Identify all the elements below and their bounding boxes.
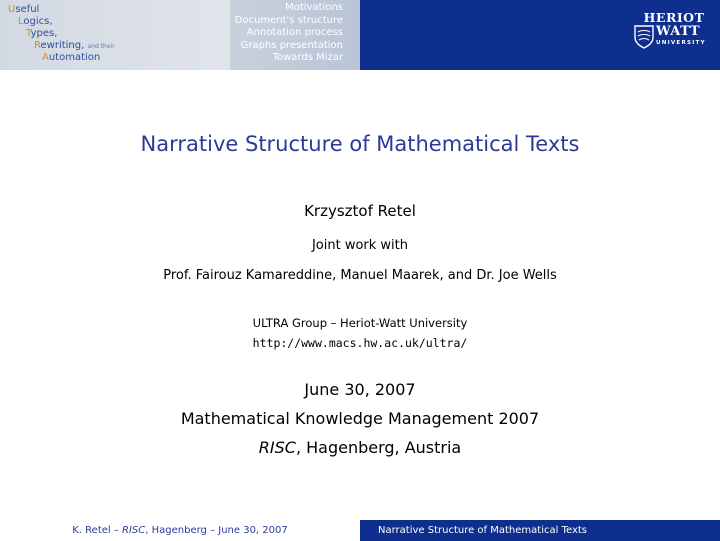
footer-talk-title: Narrative Structure of Mathematical Texts — [360, 520, 720, 541]
crest-icon — [634, 25, 654, 49]
group-url-link[interactable]: http://www.macs.hw.ac.uk/ultra/ — [252, 336, 468, 350]
conference-venue — [0, 438, 720, 457]
nav-item-graphs-presentation[interactable]: Graphs presentation — [240, 39, 343, 51]
header-bar — [0, 0, 720, 70]
heriot-watt-logo — [634, 10, 714, 52]
acronym-line-types: Types, — [26, 28, 58, 39]
affiliation: ULTRA Group – Heriot-Watt University — [252, 316, 468, 330]
nav-item-document-structure[interactable]: Document's structure — [234, 14, 343, 26]
joint-work-label: Joint work with — [311, 238, 409, 253]
coauthors-list: Prof. Fairouz Kamareddine, Manuel Maarek, and Dr. Joe Wells — [163, 268, 557, 283]
logo-text-university: UNIVERSITY — [656, 40, 706, 46]
nav-item-towards-mizar[interactable]: Towards Mizar — [272, 52, 343, 64]
acronym-line-logics: Logics, — [18, 16, 53, 27]
logo-text-watt: WATT — [656, 24, 701, 39]
slide-title: Narrative Structure of Mathematical Texts — [140, 132, 580, 156]
logo-text-heriot: HERIOT — [643, 10, 705, 25]
nav-item-annotation-process[interactable]: Annotation process — [246, 27, 343, 39]
acronym-line-rewriting: Rewriting, and their — [34, 40, 115, 51]
conference-name: Mathematical Knowledge Management 2007 — [180, 409, 540, 428]
footer-bar — [0, 520, 720, 541]
acronym-line-useful: Useful — [8, 4, 40, 15]
section-navigation — [0, 2, 343, 65]
author-name: Krzysztof Retel — [304, 202, 416, 220]
venue-location: , Hagenberg, Austria — [295, 438, 462, 457]
acronym-line-automation: Automation — [42, 52, 101, 63]
venue-risc: RISC — [258, 438, 296, 457]
nav-item-motivations[interactable]: Motivations — [285, 2, 343, 13]
footer-author-info: K. Retel – RISC, Hagenberg – June 30, 2007 — [0, 520, 360, 541]
slide-body — [0, 70, 720, 520]
presentation-date: June 30, 2007 — [304, 380, 416, 399]
